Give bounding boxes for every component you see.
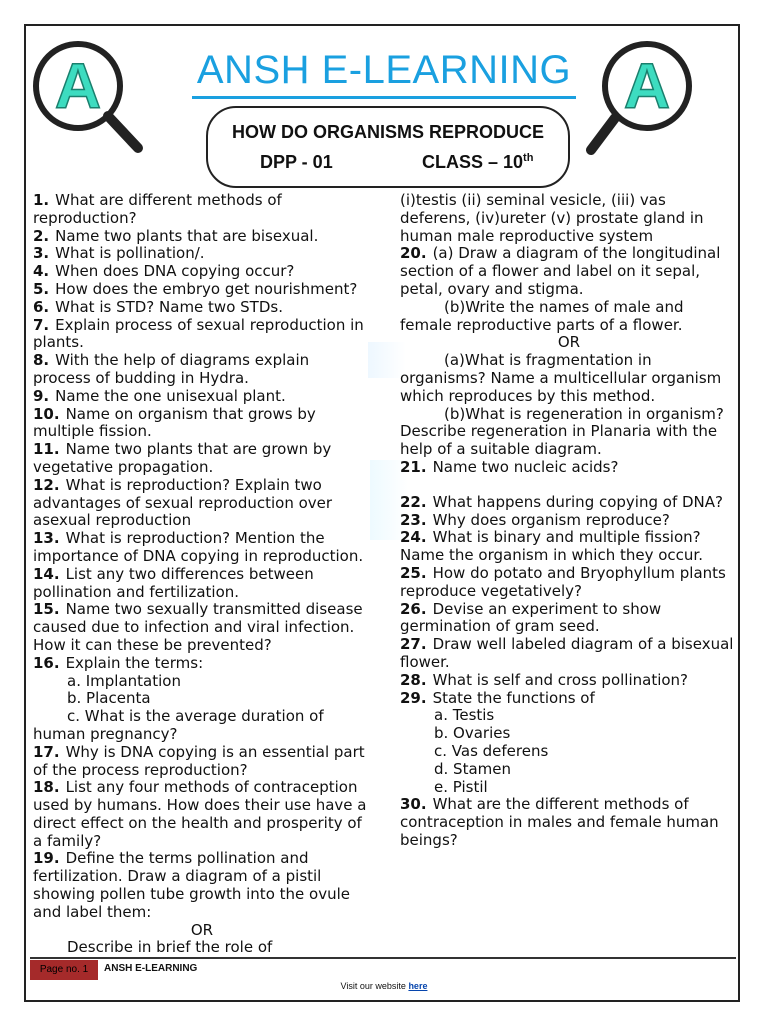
question-item: 18. List any four methods of contraception used by humans. How does their use have a direct effect on the health and prosperity of a family? xyxy=(33,778,367,850)
question-item: 21. Name two nucleic acids? xyxy=(400,457,619,476)
question-item: 22. What happens during copying of DNA? xyxy=(400,492,723,511)
sub-item: (a)What is fragmentation in organisms? Name a multicellular organism which reproduces by this method. xyxy=(400,351,722,405)
sub-item: (i)testis (ii) seminal vesicle, (iii) vas deferens, (iv)ureter (v) prostate gland in human male reproductive system xyxy=(400,191,704,245)
or-separator: OR xyxy=(557,333,581,352)
sub-item: Describe in brief the role of xyxy=(67,938,273,957)
question-item: 15. Name two sexually transmitted disease caused due to infection and viral infection. How it can these be prevented? xyxy=(33,600,363,654)
question-item: 11. Name two plants that are grown by vegetative propagation. xyxy=(33,440,332,476)
page-number-badge: Page no. 1 xyxy=(30,960,98,980)
sub-item: b. Ovaries xyxy=(434,724,511,743)
question-item: 24. What is binary and multiple fission? Name the organism in which they occur. xyxy=(400,528,703,565)
question-item: 30. What are the different methods of contraception in males and female human beings? xyxy=(400,795,719,849)
question-item: 4. When does DNA copying occur? xyxy=(33,262,295,281)
question-item: 12. What is reproduction? Explain two advantages of sexual reproduction over asexual reproduction xyxy=(33,475,333,530)
question-item: 17. Why is DNA copying is an essential part of the process reproduction? xyxy=(33,742,365,779)
sub-item: c. What is the average duration of human pregnancy? xyxy=(33,707,324,743)
brand-underline xyxy=(192,96,576,99)
magnifier-logo-icon xyxy=(585,38,705,158)
question-item: 1. What are different methods of reproduction? xyxy=(33,191,282,227)
question-item: 25. How do potato and Bryophyllum plants reproduce vegetatively? xyxy=(400,563,726,600)
website-link[interactable]: here xyxy=(408,981,428,991)
question-item: 2. Name two plants that are bisexual. xyxy=(33,226,319,245)
brand-title: ANSH E-LEARNING xyxy=(196,48,572,92)
sub-item: (b)Write the names of male and female reproductive parts of a flower. xyxy=(400,297,684,334)
question-item: 9. Name the one unisexual plant. xyxy=(33,386,286,405)
sub-item: d. Stamen xyxy=(434,759,511,778)
sub-item: e. Pistil xyxy=(434,777,488,796)
question-item: 28. What is self and cross pollination? xyxy=(400,670,689,689)
question-item: 10. Name on organism that grows by multiple fission. xyxy=(33,404,316,441)
question-item: 29. State the functions of xyxy=(400,688,595,707)
chapter-title: HOW DO ORGANISMS REPRODUCE xyxy=(231,122,544,142)
question-item: 14. List any two differences between pollination and fertilization. xyxy=(33,564,314,601)
question-item: 19. Define the terms pollination and fertilization. Draw a diagram of a pistil showing pollen tube growth into the ovule and label them: xyxy=(33,849,350,921)
visit-text: Visit our website xyxy=(340,981,406,991)
sub-item: a. Implantation xyxy=(67,671,181,690)
website-note xyxy=(0,981,768,991)
question-item: 8. With the help of diagrams explain process of budding in Hydra. xyxy=(33,351,310,387)
sub-item: (b)What is regeneration in organism? Describe regeneration in Planaria with the help of a suitable diagram. xyxy=(400,404,724,459)
sub-item: a. Testis xyxy=(434,706,495,725)
magnifier-logo-icon xyxy=(26,36,146,156)
sub-item: c. Vas deferens xyxy=(434,741,549,760)
questions-left-column xyxy=(33,192,371,957)
logo-letter: A xyxy=(54,50,102,122)
footer-brand: ANSH E-LEARNING xyxy=(104,963,198,974)
questions-right-column xyxy=(400,192,738,850)
question-item: 6. What is STD? Name two STDs. xyxy=(33,297,283,316)
question-item: 16. Explain the terms: xyxy=(33,653,204,672)
sub-item: b. Placenta xyxy=(67,689,151,708)
question-item: 26. Devise an experiment to show germination of gram seed. xyxy=(400,599,662,636)
question-item: 3. What is pollination/. xyxy=(33,244,205,263)
title-box xyxy=(206,106,570,188)
question-item: 20. (a) Draw a diagram of the longitudinal section of a flower and label on it sepal, petal, ovary and stigma. xyxy=(400,244,721,298)
or-separator: OR xyxy=(190,920,214,939)
footer-divider xyxy=(30,957,736,959)
class-label: CLASS – 10th xyxy=(422,152,534,172)
question-item: 23. Why does organism reproduce? xyxy=(400,510,670,529)
question-item: 5. How does the embryo get nourishment? xyxy=(33,279,358,298)
question-item: 7. Explain process of sexual reproduction in plants. xyxy=(33,315,364,352)
dpp-label: DPP - 01 xyxy=(260,152,333,172)
question-item: 27. Draw well labeled diagram of a bisexual flower. xyxy=(400,635,734,671)
logo-letter: A xyxy=(623,50,671,122)
question-item: 13. What is reproduction? Mention the importance of DNA copying in reproduction. xyxy=(33,529,364,565)
